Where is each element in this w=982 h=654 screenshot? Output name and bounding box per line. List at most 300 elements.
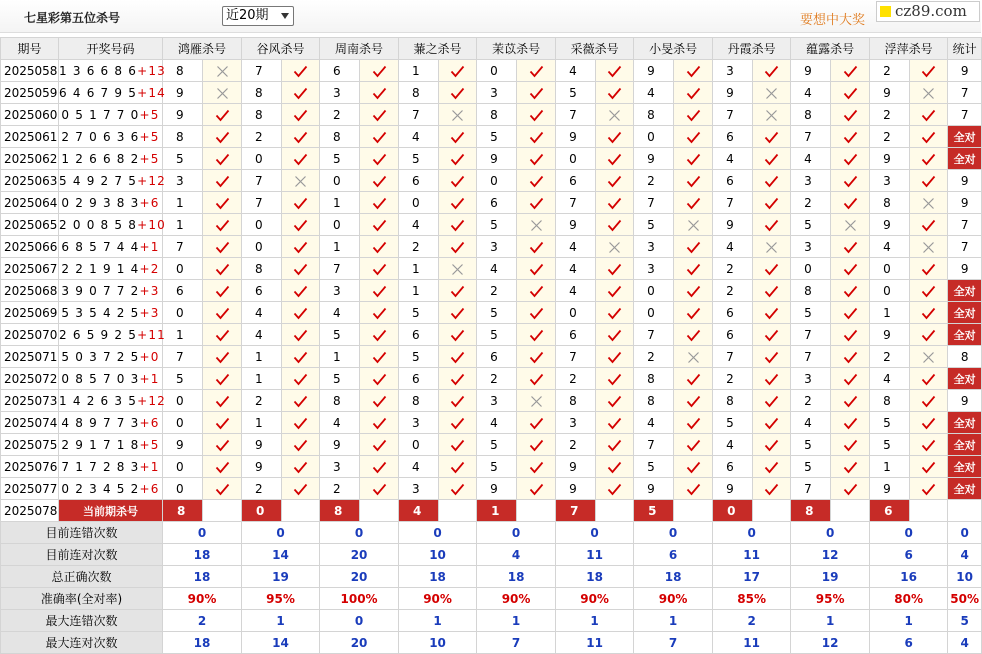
result-mark-cell	[674, 434, 713, 456]
check-icon	[450, 219, 465, 232]
kill-number-cell: 9	[477, 478, 517, 500]
row-total-cell: 7	[948, 236, 982, 258]
kill-number-cell: 7	[163, 346, 203, 368]
check-icon	[215, 109, 230, 122]
result-mark-cell	[203, 280, 242, 302]
draw-cell	[59, 126, 163, 148]
stats-value: 1	[399, 610, 477, 632]
check-icon	[293, 197, 308, 210]
issue-cell: 2025078	[1, 500, 59, 522]
current-kill-number: 8	[791, 500, 831, 522]
result-mark-cell	[910, 148, 948, 170]
result-mark-cell	[674, 236, 713, 258]
check-icon	[215, 461, 230, 474]
kill-number-cell: 6	[477, 346, 517, 368]
kill-number-cell: 7	[242, 192, 282, 214]
check-icon	[293, 483, 308, 496]
check-icon	[921, 483, 936, 496]
kill-number-cell: 9	[556, 126, 596, 148]
check-icon	[607, 483, 622, 496]
check-icon	[450, 131, 465, 144]
table-row	[1, 390, 982, 412]
row-total-cell: 9	[948, 170, 982, 192]
result-mark-cell	[517, 324, 556, 346]
kill-number-cell: 0	[477, 60, 517, 82]
result-mark-cell	[439, 126, 477, 148]
draw-numbers: 5 3 5 4 2 5	[61, 305, 140, 320]
kill-number-cell: 0	[163, 478, 203, 500]
kill-number-cell: 9	[556, 214, 596, 236]
result-mark-cell	[282, 390, 320, 412]
current-kill-label: 当前期杀号	[59, 500, 163, 522]
check-icon	[293, 285, 308, 298]
result-mark-cell	[360, 60, 399, 82]
kill-number-cell: 2	[870, 60, 910, 82]
kill-number-cell: 3	[791, 170, 831, 192]
check-icon	[843, 439, 858, 452]
kill-number-cell: 5	[320, 368, 360, 390]
table-row	[1, 104, 982, 126]
result-mark-cell	[203, 170, 242, 192]
result-mark-cell	[360, 324, 399, 346]
check-icon	[450, 241, 465, 254]
result-mark-cell	[360, 478, 399, 500]
check-icon	[843, 395, 858, 408]
kill-number-cell: 0	[320, 214, 360, 236]
table-row	[1, 478, 982, 500]
result-mark-cell	[753, 170, 791, 192]
result-mark-cell	[439, 192, 477, 214]
result-mark-cell	[517, 390, 556, 412]
check-icon	[529, 87, 544, 100]
cross-icon	[450, 263, 465, 276]
check-icon	[607, 219, 622, 232]
result-mark-cell	[282, 258, 320, 280]
kill-number-cell: 8	[399, 390, 439, 412]
check-icon	[450, 439, 465, 452]
result-mark-cell	[203, 302, 242, 324]
kill-number-cell: 4	[242, 324, 282, 346]
col-stats: 统计	[948, 38, 982, 60]
kill-number-cell: 1	[163, 214, 203, 236]
kill-number-cell: 0	[242, 236, 282, 258]
kill-number-cell: 8	[242, 104, 282, 126]
check-icon	[293, 219, 308, 232]
kill-number-cell: 5	[399, 302, 439, 324]
result-mark-cell	[360, 214, 399, 236]
result-mark-cell	[831, 456, 870, 478]
draw-cell	[59, 434, 163, 456]
check-icon	[215, 153, 230, 166]
result-mark-cell	[596, 346, 634, 368]
result-mark-cell	[674, 60, 713, 82]
row-total-cell: 9	[948, 390, 982, 412]
table-row	[1, 170, 982, 192]
kill-number-cell: 2	[713, 368, 753, 390]
result-mark-cell	[910, 324, 948, 346]
cross-icon	[843, 219, 858, 232]
result-mark-cell	[596, 368, 634, 390]
check-icon	[843, 241, 858, 254]
result-mark-cell	[203, 390, 242, 412]
result-mark-cell	[282, 148, 320, 170]
current-issue-row	[1, 500, 982, 522]
kill-number-cell: 4	[556, 60, 596, 82]
kill-number-cell: 4	[556, 236, 596, 258]
site-logo[interactable]	[876, 1, 980, 22]
kill-number-cell: 5	[477, 214, 517, 236]
kill-number-cell: 8	[634, 368, 674, 390]
result-mark-cell	[596, 170, 634, 192]
kill-number-cell: 5	[477, 456, 517, 478]
kill-number-cell: 7	[713, 192, 753, 214]
result-mark-cell	[439, 478, 477, 500]
row-total-cell: 全对	[948, 302, 982, 324]
kill-number-cell: 1	[320, 236, 360, 258]
draw-tail: +5	[139, 107, 160, 122]
stats-value: 85%	[713, 588, 791, 610]
check-icon	[215, 483, 230, 496]
table-row	[1, 214, 982, 236]
check-icon	[843, 263, 858, 276]
cross-icon	[921, 351, 936, 364]
row-total-cell: 全对	[948, 148, 982, 170]
check-icon	[372, 439, 387, 452]
kill-number-cell: 9	[634, 60, 674, 82]
table-row	[1, 434, 982, 456]
result-mark-cell	[517, 192, 556, 214]
stats-row	[1, 566, 982, 588]
draw-numbers: 5 0 3 7 2 5	[61, 349, 140, 364]
check-icon	[215, 263, 230, 276]
issue-cell: 2025077	[1, 478, 59, 500]
draw-cell	[59, 346, 163, 368]
kill-number-cell: 9	[242, 456, 282, 478]
stats-value: 4	[948, 544, 982, 566]
cross-icon	[607, 241, 622, 254]
result-mark-cell	[674, 324, 713, 346]
result-mark-cell	[910, 214, 948, 236]
period-select[interactable]	[222, 6, 294, 26]
issue-cell: 2025066	[1, 236, 59, 258]
kill-number-cell: 3	[791, 236, 831, 258]
kill-number-cell: 0	[634, 126, 674, 148]
result-mark-cell	[753, 368, 791, 390]
cross-icon	[215, 87, 230, 100]
result-mark-cell	[203, 258, 242, 280]
check-icon	[372, 373, 387, 386]
kill-number-cell: 0	[399, 434, 439, 456]
result-mark-cell	[910, 434, 948, 456]
blank-cell	[831, 500, 870, 522]
kill-number-cell: 1	[870, 456, 910, 478]
draw-cell	[59, 258, 163, 280]
stats-value: 95%	[242, 588, 320, 610]
stats-row	[1, 588, 982, 610]
result-mark-cell	[360, 170, 399, 192]
kill-number-cell: 0	[634, 280, 674, 302]
kill-number-cell: 8	[634, 390, 674, 412]
check-icon	[372, 153, 387, 166]
stats-value: 14	[242, 544, 320, 566]
result-mark-cell	[203, 346, 242, 368]
kill-number-cell: 5	[634, 456, 674, 478]
result-mark-cell	[360, 456, 399, 478]
stats-value: 7	[477, 632, 556, 654]
kill-number-cell: 0	[242, 148, 282, 170]
draw-cell	[59, 192, 163, 214]
draw-tail: +5	[139, 437, 160, 452]
result-mark-cell	[831, 60, 870, 82]
result-mark-cell	[439, 214, 477, 236]
check-icon	[607, 439, 622, 452]
kill-number-cell: 4	[320, 302, 360, 324]
result-mark-cell	[439, 236, 477, 258]
result-mark-cell	[517, 368, 556, 390]
kill-number-cell: 2	[399, 236, 439, 258]
result-mark-cell	[439, 104, 477, 126]
kill-number-cell: 0	[556, 148, 596, 170]
current-kill-number: 8	[320, 500, 360, 522]
check-icon	[450, 417, 465, 430]
check-icon	[764, 329, 779, 342]
kill-number-cell: 1	[320, 192, 360, 214]
row-total-cell: 全对	[948, 456, 982, 478]
col-predictor: 小旻杀号	[634, 38, 713, 60]
kill-number-cell: 8	[634, 104, 674, 126]
result-mark-cell	[596, 412, 634, 434]
table-row	[1, 148, 982, 170]
result-mark-cell	[203, 82, 242, 104]
current-kill-number: 7	[556, 500, 596, 522]
result-mark-cell	[674, 456, 713, 478]
check-icon	[529, 329, 544, 342]
table-row	[1, 258, 982, 280]
result-mark-cell	[517, 412, 556, 434]
kill-number-cell: 8	[320, 126, 360, 148]
stats-value: 18	[163, 544, 242, 566]
check-icon	[764, 439, 779, 452]
cross-icon	[529, 395, 544, 408]
check-icon	[686, 373, 701, 386]
kill-number-cell: 0	[399, 192, 439, 214]
result-mark-cell	[203, 214, 242, 236]
check-icon	[764, 263, 779, 276]
result-mark-cell	[910, 258, 948, 280]
blank-cell	[517, 500, 556, 522]
result-mark-cell	[831, 412, 870, 434]
kill-number-cell: 1	[242, 346, 282, 368]
result-mark-cell	[439, 324, 477, 346]
kill-number-cell: 4	[399, 126, 439, 148]
stats-value: 20	[320, 544, 399, 566]
result-mark-cell	[831, 170, 870, 192]
draw-cell	[59, 214, 167, 236]
result-mark-cell	[282, 104, 320, 126]
stats-value: 100%	[320, 588, 399, 610]
kill-number-cell: 8	[870, 192, 910, 214]
result-mark-cell	[360, 412, 399, 434]
result-mark-cell	[831, 258, 870, 280]
stats-value: 12	[791, 632, 870, 654]
result-mark-cell	[596, 280, 634, 302]
kill-number-cell: 1	[399, 258, 439, 280]
table-row	[1, 236, 982, 258]
check-icon	[843, 307, 858, 320]
stats-value: 18	[634, 566, 713, 588]
kill-number-cell: 4	[713, 236, 753, 258]
table-row	[1, 302, 982, 324]
result-mark-cell	[517, 258, 556, 280]
stats-value: 16	[870, 566, 948, 588]
result-mark-cell	[282, 82, 320, 104]
check-icon	[686, 197, 701, 210]
kill-number-cell: 9	[791, 60, 831, 82]
result-mark-cell	[831, 104, 870, 126]
check-icon	[764, 307, 779, 320]
draw-tail: +5	[139, 129, 160, 144]
kill-number-cell: 4	[320, 412, 360, 434]
kill-number-cell: 5	[556, 82, 596, 104]
issue-cell: 2025060	[1, 104, 59, 126]
kill-number-cell: 4	[791, 148, 831, 170]
cross-icon	[764, 241, 779, 254]
check-icon	[450, 175, 465, 188]
check-icon	[607, 417, 622, 430]
check-icon	[450, 285, 465, 298]
draw-tail: +6	[139, 415, 160, 430]
check-icon	[607, 65, 622, 78]
issue-cell: 2025067	[1, 258, 59, 280]
draw-cell	[59, 104, 163, 126]
kill-number-cell: 7	[556, 192, 596, 214]
check-icon	[686, 307, 701, 320]
stats-value: 90%	[399, 588, 477, 610]
kill-number-cell: 2	[477, 368, 517, 390]
check-icon	[215, 329, 230, 342]
result-mark-cell	[910, 82, 948, 104]
stats-value: 18	[556, 566, 634, 588]
result-mark-cell	[910, 60, 948, 82]
check-icon	[293, 153, 308, 166]
check-icon	[372, 483, 387, 496]
result-mark-cell	[674, 104, 713, 126]
result-mark-cell	[910, 236, 948, 258]
check-icon	[921, 65, 936, 78]
stats-row	[1, 632, 982, 654]
cross-icon	[215, 65, 230, 78]
top-bar	[0, 0, 981, 33]
check-icon	[215, 439, 230, 452]
result-mark-cell	[753, 82, 791, 104]
stats-value: 0	[791, 522, 870, 544]
kill-number-cell: 9	[870, 82, 910, 104]
result-mark-cell	[203, 434, 242, 456]
check-icon	[450, 87, 465, 100]
check-icon	[607, 395, 622, 408]
result-mark-cell	[282, 324, 320, 346]
kill-number-cell: 6	[399, 368, 439, 390]
kill-number-cell: 2	[870, 346, 910, 368]
check-icon	[843, 175, 858, 188]
result-mark-cell	[596, 192, 634, 214]
check-icon	[843, 351, 858, 364]
kill-number-cell: 1	[242, 412, 282, 434]
kill-number-cell: 1	[163, 192, 203, 214]
table-row	[1, 280, 982, 302]
result-mark-cell	[282, 126, 320, 148]
result-mark-cell	[753, 126, 791, 148]
result-mark-cell	[439, 60, 477, 82]
check-icon	[529, 197, 544, 210]
check-icon	[450, 307, 465, 320]
kill-number-cell: 0	[163, 456, 203, 478]
kill-number-cell: 7	[399, 104, 439, 126]
kill-number-cell: 4	[556, 258, 596, 280]
result-mark-cell	[596, 258, 634, 280]
result-mark-cell	[439, 82, 477, 104]
check-icon	[372, 65, 387, 78]
kill-number-cell: 9	[163, 82, 203, 104]
kill-number-cell: 3	[477, 236, 517, 258]
check-icon	[529, 285, 544, 298]
result-mark-cell	[674, 390, 713, 412]
col-issue: 期号	[1, 38, 59, 60]
kill-number-cell: 6	[713, 302, 753, 324]
kill-number-cell: 4	[713, 148, 753, 170]
kill-number-cell: 4	[477, 258, 517, 280]
kill-number-cell: 9	[713, 478, 753, 500]
draw-numbers: 1 2 6 6 8 2	[61, 151, 140, 166]
check-icon	[529, 131, 544, 144]
draw-numbers: 2 6 5 9 2 5	[59, 327, 138, 342]
kill-number-cell: 4	[399, 456, 439, 478]
blank-cell	[203, 500, 242, 522]
row-total-cell: 9	[948, 258, 982, 280]
result-mark-cell	[439, 170, 477, 192]
cross-icon	[686, 351, 701, 364]
check-icon	[607, 263, 622, 276]
stats-label: 目前连对次数	[1, 544, 163, 566]
draw-numbers: 2 0 0 8 5 8	[59, 217, 138, 232]
stats-value: 6	[870, 632, 948, 654]
result-mark-cell	[831, 390, 870, 412]
check-icon	[686, 241, 701, 254]
stats-value: 5	[948, 610, 982, 632]
result-mark-cell	[282, 236, 320, 258]
result-mark-cell	[596, 214, 634, 236]
kill-number-cell: 7	[791, 478, 831, 500]
check-icon	[764, 373, 779, 386]
stats-value: 2	[163, 610, 242, 632]
stats-value: 0	[556, 522, 634, 544]
cross-icon	[686, 219, 701, 232]
result-mark-cell	[203, 60, 242, 82]
draw-cell	[59, 456, 163, 478]
check-icon	[764, 197, 779, 210]
check-icon	[764, 219, 779, 232]
kill-number-cell: 7	[634, 324, 674, 346]
stats-value: 19	[791, 566, 870, 588]
check-icon	[372, 351, 387, 364]
stats-value: 11	[556, 544, 634, 566]
check-icon	[921, 109, 936, 122]
draw-cell	[59, 170, 167, 192]
row-total-cell: 全对	[948, 126, 982, 148]
result-mark-cell	[674, 214, 713, 236]
result-mark-cell	[753, 280, 791, 302]
draw-numbers: 1 3 6 6 8 6	[59, 63, 138, 78]
